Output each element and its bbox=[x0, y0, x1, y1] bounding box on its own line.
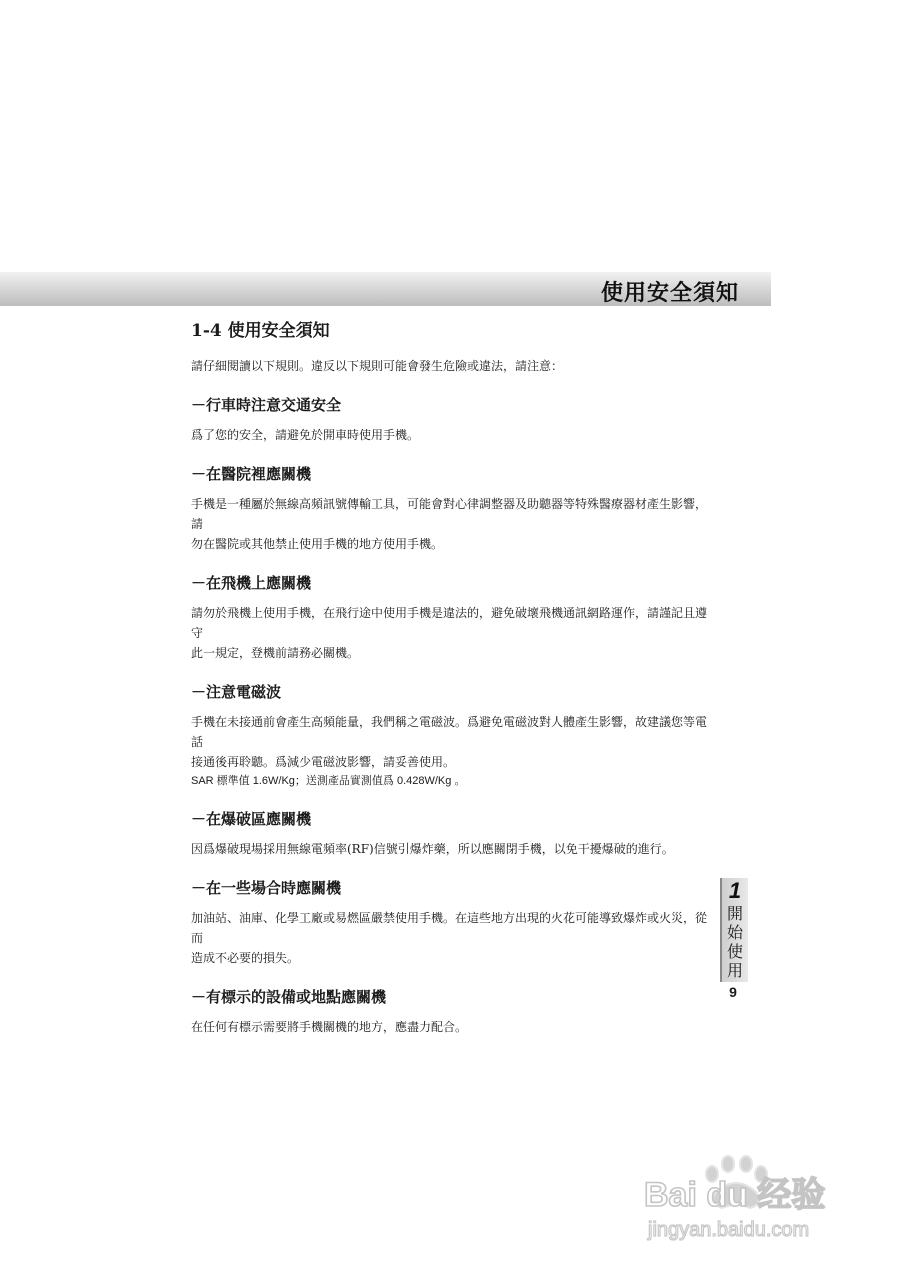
item-heading: －在爆破區應關機 bbox=[191, 810, 312, 828]
header-title: 使用安全須知 bbox=[600, 280, 739, 306]
item-line: 勿在醫院或其他禁止使用手機的地方使用手機。 bbox=[191, 537, 444, 551]
item-heading: －在一些場合時應關機 bbox=[191, 879, 342, 897]
watermark-url: jingyan.baidu.com bbox=[648, 1219, 810, 1241]
item-emw bbox=[191, 681, 716, 790]
item-heading: －在醫院裡應關機 bbox=[191, 465, 312, 483]
item-hospital bbox=[191, 463, 716, 554]
content bbox=[191, 316, 716, 1055]
item-line: 加油站、油庫、化學工廠或易燃區嚴禁使用手機。在這些地方出現的火花可能導致爆炸或火災，從而 bbox=[191, 911, 708, 945]
item-line: 造成不必要的損失。 bbox=[191, 951, 300, 965]
item-driving bbox=[191, 394, 716, 445]
baidu-watermark bbox=[640, 1140, 870, 1250]
item-heading: －注意電磁波 bbox=[191, 683, 282, 701]
chapter-number: 1 bbox=[728, 878, 742, 903]
item-line: 接通後再聆聽。爲減少電磁波影響，請妥善使用。 bbox=[191, 755, 456, 769]
watermark-brand: Bai du 经验 bbox=[644, 1176, 826, 1214]
item-line: 手機在未接通前會產生高頻能量，我們稱之電磁波。爲避免電磁波對人體產生影響，故建議您等電話 bbox=[191, 715, 708, 749]
item-heading: －在飛機上應關機 bbox=[191, 574, 312, 592]
item-line: 此一規定，登機前請務必關機。 bbox=[191, 646, 360, 660]
item-line: 因爲爆破現場採用無線電頻率(RF)信號引爆炸藥，所以應關閉手機，以免干擾爆破的進行。 bbox=[191, 842, 674, 856]
section-title: 1-4 使用安全須知 bbox=[191, 321, 330, 341]
item-certain-places bbox=[191, 877, 716, 968]
item-heading: －行車時注意交通安全 bbox=[191, 396, 342, 414]
chapter-tab bbox=[720, 878, 748, 982]
page-number: 9 bbox=[729, 984, 737, 1000]
intro-text: 請仔細閱讀以下規則。違反以下規則可能會發生危險或違法，請注意： bbox=[191, 359, 564, 373]
sar-note: SAR 標準值 1.6W/Kg；送測產品實測值爲 0.428W/Kg 。 bbox=[191, 775, 466, 787]
item-line: 手機是一種屬於無線高頻訊號傳輸工具，可能會對心律調整器及助聽器等特殊醫療器材產生影響，請 bbox=[191, 497, 708, 531]
item-line: 請勿於飛機上使用手機，在飛行途中使用手機是違法的，避免破壞飛機通訊網路運作，請謹記且遵守 bbox=[191, 606, 708, 640]
item-blasting bbox=[191, 808, 716, 859]
chapter-title: 開始使用 bbox=[726, 904, 743, 980]
item-heading: －有標示的設備或地點應關機 bbox=[191, 988, 387, 1006]
item-line: 爲了您的安全，請避免於開車時使用手機。 bbox=[191, 428, 420, 442]
header-bar bbox=[0, 272, 771, 306]
item-line: 在任何有標示需要將手機關機的地方，應盡力配合。 bbox=[191, 1020, 468, 1034]
item-airplane bbox=[191, 572, 716, 663]
item-marked bbox=[191, 986, 716, 1037]
